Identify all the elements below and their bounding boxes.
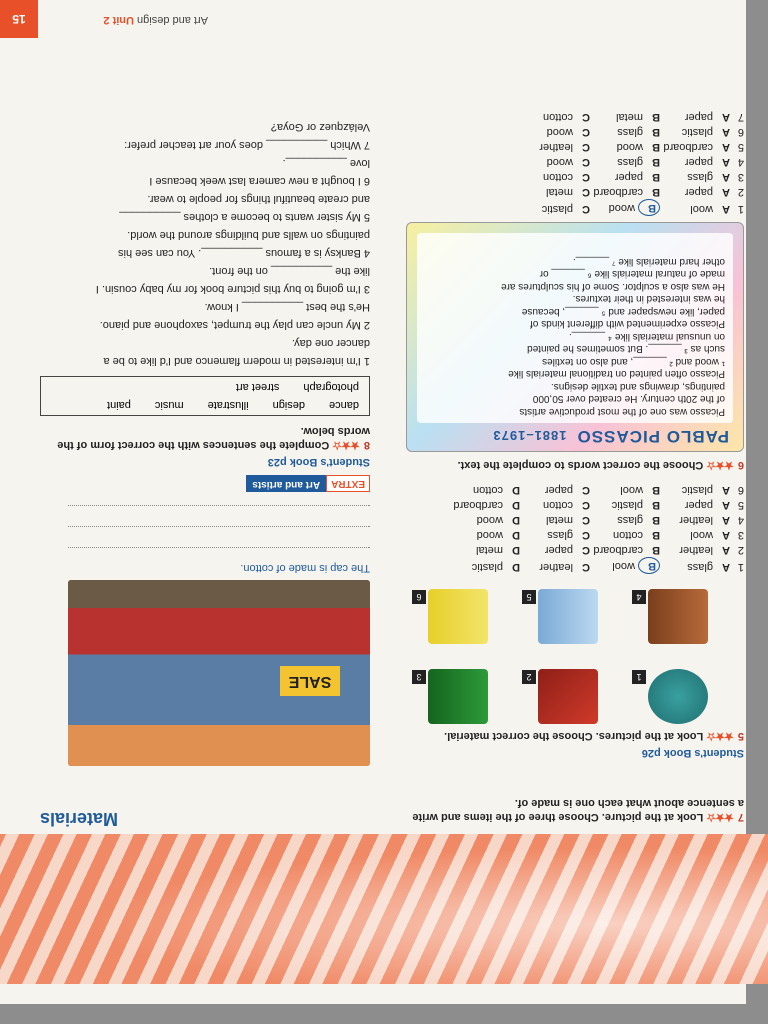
option-number: 3 <box>737 171 744 183</box>
ex8-sentence: 6 I bought a new camera last week because I <box>149 175 370 187</box>
option-choice[interactable]: C paper <box>544 544 590 556</box>
option-choice[interactable]: B plastic <box>611 499 660 511</box>
option-choice[interactable]: C leather <box>539 561 590 573</box>
cutting-board-image <box>648 589 708 644</box>
picasso-text-line: Picasso experimented with different kinds of <box>530 318 725 330</box>
option-choice[interactable]: A plastic <box>681 484 730 496</box>
option-row <box>404 139 744 154</box>
option-row <box>404 154 744 169</box>
option-number: 4 <box>737 514 744 526</box>
picasso-text-line: ¹ wood and ² ______, and also on textiles <box>542 356 725 367</box>
option-choice[interactable]: B cotton <box>612 529 660 541</box>
option-choice[interactable]: D wood <box>476 529 520 541</box>
option-row <box>404 184 744 199</box>
ex5-heading <box>404 729 744 743</box>
word-option: illustrate <box>207 399 249 411</box>
ex6-number: 6 <box>737 459 744 471</box>
ex6-heading <box>404 458 744 472</box>
ex8-sentence: 7 Which __________ does your art teacher prefer: <box>124 139 370 151</box>
ex5-options <box>404 482 744 574</box>
option-choice[interactable]: C cotton <box>542 111 590 123</box>
option-choice[interactable]: D cotton <box>472 484 520 496</box>
unit-label <box>103 14 208 26</box>
picasso-text-line: such as ³ ______. But sometimes he painted <box>527 343 725 355</box>
ex8-students-book: Student's Book p23 <box>267 456 370 468</box>
option-choice[interactable]: B wood <box>616 141 660 153</box>
option-choice[interactable]: D wood <box>476 514 520 526</box>
option-row <box>404 497 744 512</box>
picasso-text-line: made of natural materials like ⁶ ______ or <box>539 268 725 280</box>
option-row <box>404 109 744 124</box>
ex6-instruction: Choose the correct words to complete the text. <box>457 459 704 471</box>
option-choice[interactable]: A glass <box>687 561 730 573</box>
picasso-text-line: on unusual materials like ⁴ ______. <box>568 331 725 342</box>
extra-banner <box>246 475 370 494</box>
option-choice[interactable]: A plastic <box>681 126 730 138</box>
picasso-text <box>417 233 733 423</box>
picasso-text-line: of the 20th century. He created over 50,000 <box>532 393 725 405</box>
option-row <box>404 124 744 139</box>
word-option: paint <box>107 399 131 411</box>
option-choice[interactable]: C metal <box>546 186 590 198</box>
option-choice[interactable]: C metal <box>546 514 590 526</box>
ex8-instruction: Complete the sentences with the correct form of the words below. <box>57 425 370 451</box>
option-row <box>404 482 744 497</box>
option-row <box>404 512 744 527</box>
exercise-5 <box>404 729 744 759</box>
option-choice[interactable]: B metal <box>616 111 660 123</box>
page-number: 15 <box>0 0 38 38</box>
word-option: design <box>272 399 306 411</box>
option-number: 1 <box>737 203 744 215</box>
ex7-instruction: Look at the picture. Choose three of the items and write a sentence about what each one is made of. <box>412 797 744 823</box>
option-choice[interactable]: C wood <box>546 126 590 138</box>
yarn-ball-image <box>648 669 708 724</box>
option-choice[interactable]: B glass <box>617 514 660 526</box>
picasso-text-line: paintings, drawings and textile designs. <box>551 381 725 392</box>
extra-title: Art and artists <box>246 475 326 492</box>
option-number: 3 <box>737 529 744 541</box>
option-choice[interactable]: D plastic <box>471 561 520 573</box>
exercise-7 <box>404 796 744 824</box>
option-choice[interactable]: A glass <box>687 171 730 183</box>
option-choice[interactable]: D metal <box>476 544 520 556</box>
option-choice[interactable]: A leather <box>679 544 730 556</box>
word-option: music <box>154 399 184 411</box>
ex8-sentences <box>40 119 370 368</box>
option-number: 5 <box>737 499 744 511</box>
extra-tag: EXTRA <box>326 475 370 492</box>
sponges-image <box>428 589 488 644</box>
unit-name: Unit 2 <box>103 14 134 26</box>
option-choice[interactable]: A wool <box>690 203 730 215</box>
ex7-heading <box>404 796 744 824</box>
option-choice[interactable]: C cotton <box>542 499 590 511</box>
option-choice[interactable]: C plastic <box>541 203 590 215</box>
ex5-number: 5 <box>737 730 744 742</box>
ex8-sentence: He's the best __________ I know. <box>204 301 370 313</box>
option-number: 1 <box>737 561 744 573</box>
ex8-sentence: 2 My uncle can play the trumpet, saxophone and piano. <box>99 319 370 331</box>
option-number: 5 <box>737 141 744 153</box>
sale-sign: SALE <box>280 666 340 696</box>
ex8-number: 8 <box>363 439 370 451</box>
option-number: 6 <box>737 484 744 496</box>
ex8-sentence: like the __________ on the front. <box>209 265 370 277</box>
ex5-students-book: Student's Book p26 <box>641 747 744 759</box>
ex8-sentence: Velázquez or Goya? <box>270 121 370 133</box>
option-choice[interactable]: B glass <box>617 126 660 138</box>
ex7-line[interactable] <box>68 526 370 541</box>
option-choice[interactable]: C glass <box>547 529 590 541</box>
word-option: dance <box>329 399 359 411</box>
picasso-text-line: other hard materials like ⁷ ______. <box>572 256 725 267</box>
ex8-sentence: 5 My sister wants to become a clothes __________ <box>119 211 370 223</box>
option-choice[interactable]: C wood <box>546 156 590 168</box>
ex7-line[interactable] <box>68 547 370 562</box>
ex8-sentence: 1 I'm interested in modern flamenco and I'd like to be a <box>103 355 370 367</box>
option-choice[interactable]: B cardboard <box>593 186 660 198</box>
option-choice[interactable]: B cardboard <box>593 544 660 556</box>
ex8-stars: ★★☆ <box>333 439 360 451</box>
option-row <box>404 199 744 216</box>
ex7-answer-1[interactable]: The cap is made of cotton. <box>240 562 370 574</box>
ex8-sentence: 3 I'm going to buy this picture book for my baby cousin. I <box>95 283 370 295</box>
picture-number: 1 <box>632 670 646 684</box>
option-choice[interactable]: B glass <box>617 156 660 168</box>
page-header <box>0 0 768 38</box>
option-row <box>404 542 744 557</box>
option-choice[interactable]: A paper <box>684 186 730 198</box>
option-choice[interactable]: D cardboard <box>453 499 520 511</box>
picasso-text-line: he was interested in their textures. <box>572 293 725 305</box>
word-option: photograph <box>303 381 359 393</box>
ex8-sentence: dancer one day. <box>291 337 370 349</box>
exercise-6 <box>404 458 744 472</box>
ex7-number: 7 <box>737 811 744 823</box>
option-number: 2 <box>737 544 744 556</box>
ex8-word-box <box>40 376 370 416</box>
section-title: Materials <box>39 809 118 829</box>
word-option: street art <box>235 381 280 393</box>
ex8-sentence: 4 Banksy is a famous __________. You can see his <box>118 247 370 259</box>
option-choice[interactable]: B wool <box>620 484 660 496</box>
picture-number: 2 <box>522 670 536 684</box>
option-row <box>404 557 744 574</box>
picasso-text-line: Picasso was one of the most productive artists <box>519 406 725 417</box>
option-choice[interactable]: A paper <box>684 499 730 511</box>
shop-photo <box>68 580 370 766</box>
ex8-sentence: and create beautiful things for people to wear. <box>147 193 370 205</box>
ex6-stars: ★★☆ <box>707 459 734 471</box>
option-row <box>404 169 744 184</box>
decorative-stripes <box>0 834 768 984</box>
option-row <box>404 527 744 542</box>
picture-number: 5 <box>522 590 536 604</box>
ex7-stars: ★★☆ <box>707 811 734 823</box>
gloves-image <box>538 669 598 724</box>
option-number: 4 <box>737 156 744 168</box>
picasso-text-line: paper, like newspaper and ⁵ ______, because <box>521 306 725 317</box>
option-choice[interactable]: B paper <box>614 171 660 183</box>
option-choice[interactable]: A wool <box>690 529 730 541</box>
ex8-sentence: paintings on walls and buildings around the world. <box>127 229 370 241</box>
option-choice[interactable]: B wood <box>590 199 660 216</box>
plastic-bottle-image <box>538 589 598 644</box>
picasso-text-line: He was also a sculptor. Some of his sculptures are <box>501 281 725 292</box>
option-choice[interactable]: A paper <box>684 156 730 168</box>
bottles-image <box>428 669 488 724</box>
picasso-text-box <box>406 222 744 452</box>
ex8-heading <box>40 424 370 452</box>
ex6-options <box>404 109 744 216</box>
picasso-text-line: Picasso often painted on traditional materials like <box>508 368 725 380</box>
exercise-8 <box>40 116 370 468</box>
option-choice[interactable]: A leather <box>679 514 730 526</box>
ex5-instruction: Look at the pictures. Choose the correct material. <box>444 730 704 742</box>
option-choice[interactable]: C leather <box>539 141 590 153</box>
picture-number: 6 <box>412 590 426 604</box>
picture-number: 4 <box>632 590 646 604</box>
option-choice[interactable]: A cardboard <box>663 141 730 153</box>
picasso-title: PABLO PICASSO1881–1973 <box>492 427 729 446</box>
option-number: 7 <box>737 111 744 123</box>
ex7-answers <box>68 499 370 574</box>
option-number: 6 <box>737 126 744 138</box>
option-choice[interactable]: C paper <box>544 484 590 496</box>
ex7-line[interactable] <box>68 505 370 520</box>
option-choice[interactable]: A paper <box>684 111 730 123</box>
unit-prefix: Art and design <box>137 14 208 26</box>
picture-number: 3 <box>412 670 426 684</box>
option-choice[interactable]: C cotton <box>542 171 590 183</box>
ex5-stars: ★★☆ <box>707 730 734 742</box>
ex8-sentence: love __________. <box>282 157 370 169</box>
option-choice[interactable]: B wool <box>590 557 660 574</box>
option-number: 2 <box>737 186 744 198</box>
